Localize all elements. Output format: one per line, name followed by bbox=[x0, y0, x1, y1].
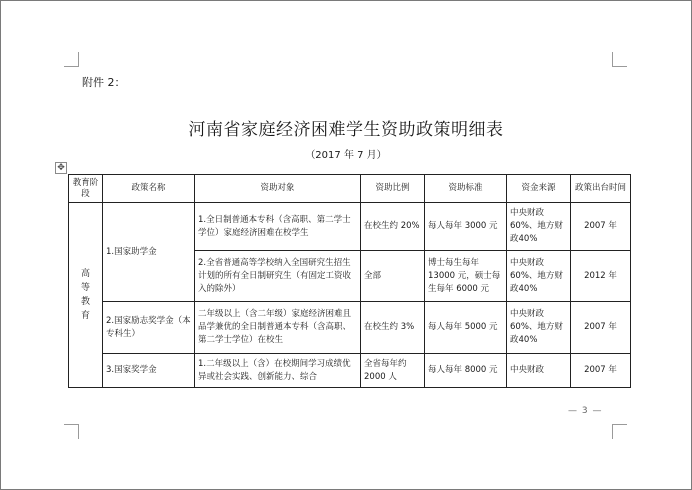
year-cell: 2012 年 bbox=[571, 251, 631, 302]
attachment-label: 附件 2： bbox=[82, 76, 126, 89]
year-cell: 2007 年 bbox=[571, 354, 631, 388]
standard-cell: 博士每生每年 13000 元，硕士每生每年 6000 元 bbox=[425, 251, 507, 302]
target-cell: 2.全省普通高等学校纳入全国研究生招生计划的所有全日制研究生（有固定工资收入的除外） bbox=[195, 251, 361, 302]
standard-cell: 每人每年 3000 元 bbox=[425, 203, 507, 251]
ratio-cell: 在校生约 3% bbox=[361, 302, 425, 354]
source-cell: 中央财政 60%、地方财政40% bbox=[507, 251, 571, 302]
table-row bbox=[69, 203, 631, 251]
crop-mark-top-right bbox=[612, 52, 627, 67]
policy-cell: 1.国家助学金 bbox=[103, 203, 195, 302]
header-year: 政策出台时间 bbox=[571, 175, 631, 203]
document-date: （2017 年 7 月） bbox=[305, 150, 387, 161]
header-source: 资金来源 bbox=[507, 175, 571, 203]
page-number: — 3 — bbox=[568, 406, 603, 416]
ratio-cell: 在校生约 20% bbox=[361, 203, 425, 251]
header-standard: 资助标准 bbox=[425, 175, 507, 203]
policy-table bbox=[68, 174, 631, 388]
source-cell: 中央财政 60%、地方财政40% bbox=[507, 302, 571, 354]
stage-label: 高等教育 bbox=[80, 269, 90, 321]
table-row bbox=[69, 354, 631, 388]
year-cell: 2007 年 bbox=[571, 302, 631, 354]
header-ratio: 资助比例 bbox=[361, 175, 425, 203]
table-row bbox=[69, 302, 631, 354]
ratio-cell: 全省每年约2000 人 bbox=[361, 354, 425, 388]
source-cell: 中央财政 60%、地方财政40% bbox=[507, 203, 571, 251]
document-title: 河南省家庭经济困难学生资助政策明细表 bbox=[188, 120, 504, 140]
target-cell: 二年级以上（含二年级）家庭经济困难且品学兼优的全日制普通本专科（含高职、第二学士学位）在校生 bbox=[195, 302, 361, 354]
standard-cell: 每人每年 5000 元 bbox=[425, 302, 507, 354]
header-stage: 教育阶段 bbox=[69, 175, 103, 203]
target-cell: 1.全日制普通本专科（含高职、第二学士学位）家庭经济困难在校学生 bbox=[195, 203, 361, 251]
table-header-row bbox=[69, 175, 631, 203]
header-policy: 政策名称 bbox=[103, 175, 195, 203]
policy-cell: 2.国家励志奖学金（本专科生） bbox=[103, 302, 195, 354]
crop-mark-bottom-right bbox=[612, 424, 627, 439]
policy-cell: 3.国家奖学金 bbox=[103, 354, 195, 388]
source-cell: 中央财政 bbox=[507, 354, 571, 388]
target-cell: 1.二年级以上（含）在校期间学习成绩优异或社会实践、创新能力、综合 bbox=[195, 354, 361, 388]
header-target: 资助对象 bbox=[195, 175, 361, 203]
year-cell: 2007 年 bbox=[571, 203, 631, 251]
move-anchor-icon[interactable]: ✥ bbox=[55, 162, 67, 174]
ratio-cell: 全部 bbox=[361, 251, 425, 302]
standard-cell: 每人每年 8000 元 bbox=[425, 354, 507, 388]
crop-mark-top-left bbox=[64, 52, 79, 67]
crop-mark-bottom-left bbox=[64, 424, 79, 439]
stage-cell bbox=[69, 203, 103, 388]
